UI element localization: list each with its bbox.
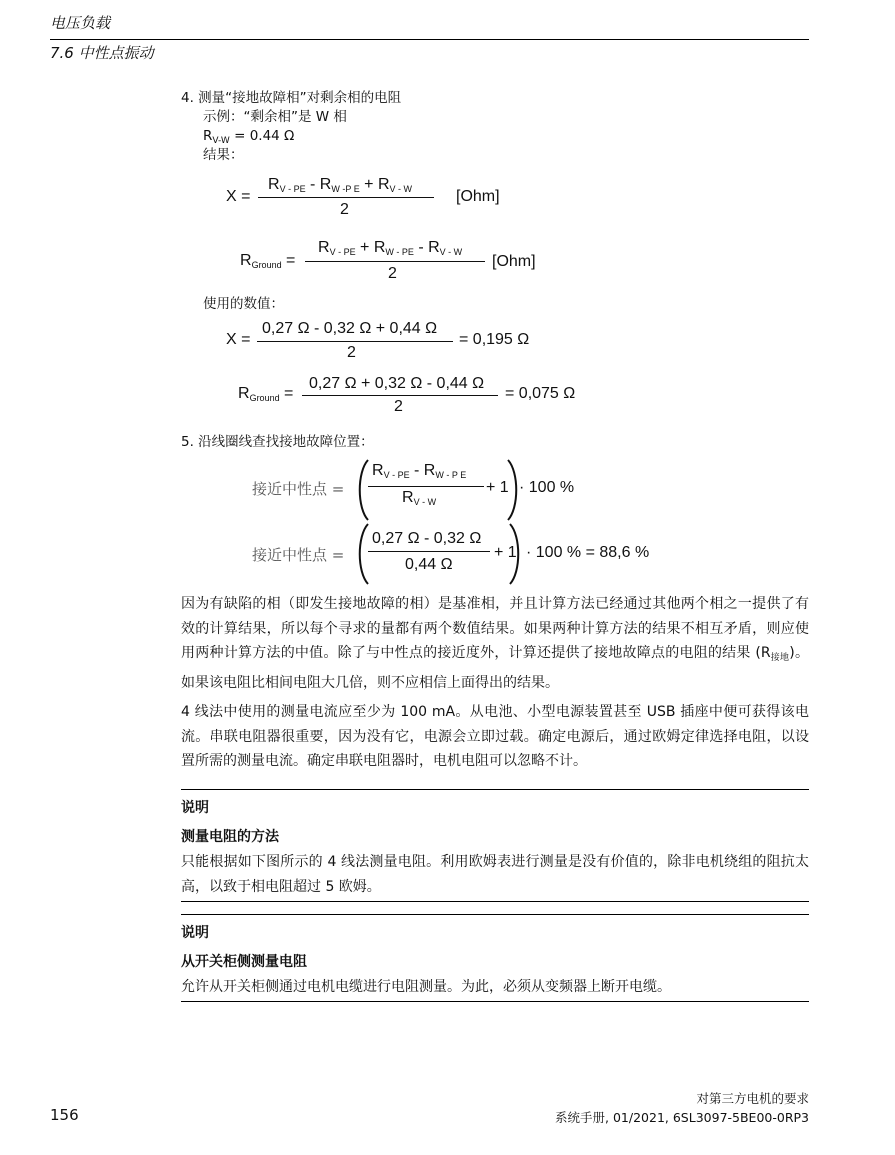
formula-rground-lhs: $R_{Ground}$ = xyxy=(240,252,296,270)
note1-bottom-rule xyxy=(181,901,809,902)
proximity-formula-lhs: 接近中性点 = xyxy=(252,480,345,498)
paragraph-measurement-current: 4 线法中使用的测量电流应至少为 100 mA。从电池、小型电源装置甚至 USB 插座中便可获得该电流。串联电阻器很重要，因为没有它，电源会立即过载。确定电源后，通过欧姆定律选择电阻，以设置所需的测量电流。确定串联电阻器时，电机电阻可以忽略不计。 xyxy=(181,704,809,769)
value-x-fraction-bar xyxy=(257,341,453,342)
note2-label: 说明 xyxy=(181,925,209,941)
step4-result-label: 结果： xyxy=(203,147,244,163)
step4-rvw: $R_{V-W} = 0.44$ Ω xyxy=(203,128,295,146)
value-x-result: = 0,195 Ω xyxy=(459,331,530,348)
proximity-values-plus-one: + 1 xyxy=(494,544,517,561)
proximity-values-result: · 100 % = 88,6 % xyxy=(526,544,650,561)
formula-rground-numerator: $R_{V - PE} + R_{W - PE} - R_{V - W}$ xyxy=(318,239,463,257)
formula-rground-fraction-bar xyxy=(305,261,485,262)
formula-x-numerator: $R_{V - PE} - R_{W -P E} + R_{V - W}$ xyxy=(268,176,412,194)
proximity-values-lhs: 接近中性点 = xyxy=(252,546,345,564)
value-x-lhs: X = xyxy=(226,331,251,348)
proximity-formula-plus-one: + 1 xyxy=(486,479,509,496)
step5-heading: 5. 沿线圈线查找接地故障位置： xyxy=(181,434,374,450)
header-rule xyxy=(50,39,809,40)
paragraph-reference-phase: 因为有缺陷的相（即发生接地故障的相）是基准相，并且计算方法已经通过其他两个相之一提供了有效的计算结果，所以每个寻求的量都有两个数值结果。如果两种计算方法的结果不相互矛盾，则应使用两种计算方法的中值。除了与中性点的接近度外，计算还提供了接地故障点的电阻的结果 $(R_{接地})$。如果该电阻比相间电阻大几倍，则不应相信上面得出的结果。 xyxy=(181,596,809,691)
formula-rground-unit: [Ohm] xyxy=(492,253,536,270)
right-paren-2 xyxy=(508,522,524,586)
note2-top-rule xyxy=(181,914,809,915)
value-rground-lhs: $R_{Ground}$ = xyxy=(238,385,294,403)
proximity-formula-multiplier: · 100 % xyxy=(519,479,575,496)
value-x-denominator: 2 xyxy=(347,344,356,361)
proximity-formula-fraction-bar xyxy=(368,486,484,487)
value-x-numerator: 0,27 Ω - 0,32 Ω + 0,44 Ω xyxy=(262,320,438,337)
value-rground-result: = 0,075 Ω xyxy=(505,385,576,402)
formula-x-unit: [Ohm] xyxy=(456,188,500,205)
proximity-values-numerator: 0,27 Ω - 0,32 Ω xyxy=(372,530,482,547)
subsection-title: 7.6 中性点振动 xyxy=(50,44,154,62)
formula-x-fraction-bar xyxy=(258,197,434,198)
note2-title: 从开关柜侧测量电阻 xyxy=(181,954,307,970)
step4-heading: 4. 测量“接地故障相”对剩余相的电阻 xyxy=(181,90,402,106)
left-paren-2 xyxy=(354,522,370,586)
footer-chapter: 对第三方电机的要求 xyxy=(696,1091,809,1106)
value-rground-fraction-bar xyxy=(302,395,498,396)
formula-x-lhs: X = xyxy=(226,188,251,205)
note1-label: 说明 xyxy=(181,800,209,816)
formula-rground-denominator: 2 xyxy=(388,265,397,282)
values-label: 使用的数值： xyxy=(203,296,284,312)
formula-x-denominator: 2 xyxy=(340,201,349,218)
proximity-values-denominator: 0,44 Ω xyxy=(405,556,453,573)
proximity-values-fraction-bar xyxy=(368,551,490,552)
left-paren-1 xyxy=(354,458,370,522)
note2-bottom-rule xyxy=(181,1001,809,1002)
proximity-formula-numerator: $R_{V - PE} - R_{W - P E}$ xyxy=(372,462,467,480)
note2-body: 允许从开关柜侧通过电机电缆进行电阻测量。为此，必须从变频器上断开电缆。 xyxy=(181,979,671,995)
section-title: 电压负载 xyxy=(50,14,111,32)
footer-manual-info: 系统手册, 01/2021, 6SL3097-5BE00-0RP3 xyxy=(555,1110,809,1125)
value-rground-numerator: 0,27 Ω + 0,32 Ω - 0,44 Ω xyxy=(309,375,485,392)
value-rground-denominator: 2 xyxy=(394,398,403,415)
note1-title: 测量电阻的方法 xyxy=(181,829,279,845)
page-number: 156 xyxy=(50,1106,79,1124)
proximity-formula-denominator: $R_{V - W}$ xyxy=(402,489,437,507)
note1-top-rule xyxy=(181,789,809,790)
note1-body: 只能根据如下图所示的 4 线法测量电阻。利用欧姆表进行测量是没有价值的，除非电机绕组的阻抗太高，以致于相电阻超过 5 欧姆。 xyxy=(181,854,809,895)
step4-example: 示例：“剩余相”是 W 相 xyxy=(203,109,347,125)
